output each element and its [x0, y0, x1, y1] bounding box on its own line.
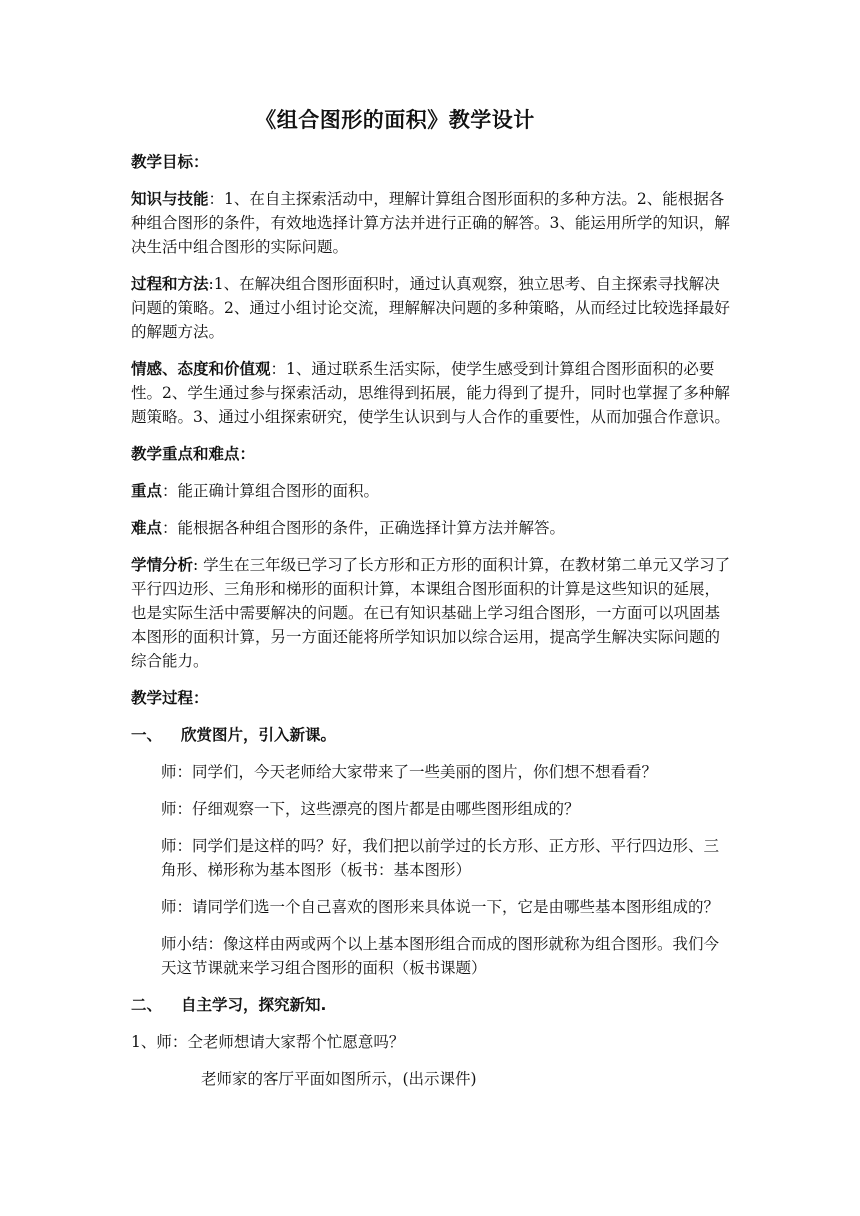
process-label: 过程和方法	[131, 275, 209, 293]
difficulty-paragraph	[131, 516, 731, 540]
analysis-label: 学情分析	[131, 556, 194, 574]
process-heading: 教学过程：	[131, 689, 209, 707]
key-point-text: ：能正确计算组合图形的面积。	[162, 482, 380, 500]
document-body	[131, 150, 731, 1104]
dialogue-line: 师小结：像这样由两或两个以上基本图形组合而成的图形就称为组合图形。我们今天这节课就来学习组合图形的面积（板书课题）	[161, 935, 720, 977]
key-point-label: 重点	[131, 482, 163, 500]
knowledge-label: 知识与技能	[131, 190, 209, 208]
key-heading: 教学重点和难点：	[131, 445, 256, 463]
emotion-paragraph	[131, 357, 731, 429]
analysis-paragraph	[131, 553, 731, 673]
knowledge-paragraph	[131, 187, 731, 259]
section-2-heading	[131, 993, 731, 1017]
dialogue-line: 师：请同学们选一个自己喜欢的图形来具体说一下，它是由哪些基本图形组成的？	[161, 898, 720, 916]
difficulty-label: 难点	[131, 519, 163, 537]
analysis-text: : 学生在三年级已学习了长方形和正方形的面积计算，在教材第二单元又学习了平行四边形、三角形和梯形的面积计算，本课组合图形面积的计算是这些知识的延展，也是实际生活中需要解决的问题。在已有知识基础上学习组合图形，一方面可以巩固基本图形的面积计算，另一方面还能将所学知识加以综合运用，提高学生解决实际问题的综合能力。	[131, 556, 731, 670]
section-2-line-2: 老师家的客厅平面如图所示，(出示课件)	[201, 1070, 477, 1088]
process-text: :1、在解决组合图形面积时，通过认真观察，独立思考、自主探索寻找解决问题的策略。2、通过小组讨论交流，理解解决问题的多种策略，从而经过比较选择最好的解题方法。	[131, 275, 730, 341]
key-point-paragraph	[131, 479, 731, 503]
process-paragraph	[131, 272, 731, 344]
section-2-line-1: 1、师：仝老师想请大家帮个忙愿意吗？	[131, 1033, 405, 1051]
dialogue-line: 师：同学们，今天老师给大家带来了一些美丽的图片，你们想不想看看？	[161, 763, 658, 781]
section-1-title: 欣赏图片，引入新课。	[181, 726, 337, 744]
section-1-heading	[131, 723, 731, 747]
emotion-text: ：1、通过联系生活实际，使学生感受到计算组合图形面积的必要性。2、学生通过参与探索活动，思维得到拓展，能力得到了提升，同时也掌握了多种解题策略。3、通过小组探索研究，使学生认识到与人合作的重要性，从而加强合作意识。	[131, 360, 730, 426]
dialogue-line: 师：同学们是这样的吗？好，我们把以前学过的长方形、正方形、平行四边形、三角形、梯形称为基本图形（板书：基本图形）	[161, 837, 720, 879]
emotion-label: 情感、态度和价值观	[131, 360, 271, 378]
page-title: 《组合图形的面积》教学设计	[255, 108, 535, 132]
section-1-number: 一、	[131, 726, 163, 744]
difficulty-text: ：能根据各种组合图形的条件，正确选择计算方法并解答。	[162, 519, 566, 537]
section-2-number: 二、	[131, 996, 163, 1014]
section-2-title: 自主学习，探究新知.	[181, 996, 327, 1014]
goals-heading: 教学目标：	[131, 153, 209, 171]
dialogue-line: 师：仔细观察一下，这些漂亮的图片都是由哪些图形组成的？	[161, 800, 580, 818]
knowledge-text: ：1、在自主探索活动中，理解计算组合图形面积的多种方法。2、能根据各种组合图形的条件，有效地选择计算方法并进行正确的解答。3、能运用所学的知识，解决生活中组合图形的实际问题。	[131, 190, 730, 256]
